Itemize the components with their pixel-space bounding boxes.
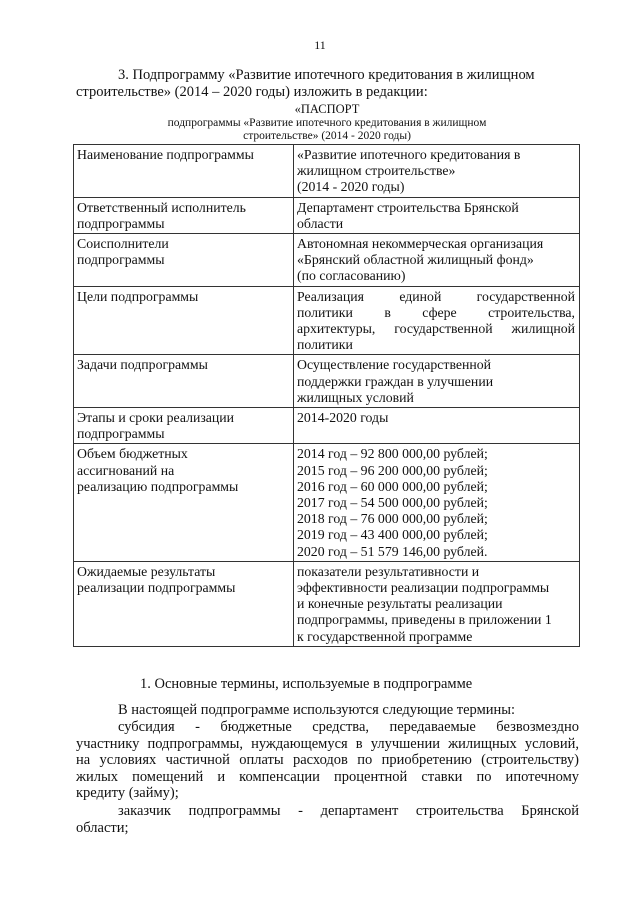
cell-line: ассигнований на bbox=[77, 462, 175, 478]
cell-line: жилищных условий bbox=[297, 389, 414, 405]
cell-line: политики в сфере строительства, bbox=[297, 304, 575, 320]
table-row bbox=[74, 355, 580, 408]
paragraph-line: субсидия - бюджетные средства, передаваемые безвозмездно bbox=[118, 719, 579, 735]
cell-line: подпрограммы bbox=[77, 252, 165, 268]
table-row bbox=[74, 197, 580, 233]
cell-line: «Брянский областной жилищный фонд» bbox=[297, 252, 534, 268]
cell-line: 2019 год – 43 400 000,00 рублей; bbox=[297, 527, 488, 543]
cell-line: Цели подпрограммы bbox=[77, 288, 199, 304]
row-value-cell bbox=[294, 355, 580, 408]
row-label-cell bbox=[74, 561, 294, 646]
paragraph-line: кредиту (займу); bbox=[76, 785, 179, 801]
cell-line: Реализация единой государственной bbox=[297, 288, 575, 304]
row-label-cell bbox=[74, 355, 294, 408]
cell-line: жилищном строительстве» bbox=[297, 163, 456, 179]
table-row bbox=[74, 145, 580, 198]
cell-line: Задачи подпрограммы bbox=[77, 357, 208, 373]
cell-line: реализацию подпрограммы bbox=[77, 478, 239, 494]
cell-line: эффективности реализации подпрограммы bbox=[297, 580, 550, 596]
intro-paragraph bbox=[76, 67, 578, 101]
row-value-cell bbox=[294, 444, 580, 561]
cell-line: 2014 год – 92 800 000,00 рублей; bbox=[297, 446, 488, 462]
cell-line: 2020 год – 51 579 146,00 рублей. bbox=[297, 543, 488, 559]
cell-line: и конечные результаты реализации bbox=[297, 596, 503, 612]
table-row bbox=[74, 408, 580, 444]
passport-subtitle-2: строительстве» (2014 - 2020 годы) bbox=[243, 130, 411, 142]
term-customer-paragraph bbox=[76, 803, 579, 836]
cell-line: подпрограммы, приведены в приложении 1 bbox=[297, 612, 552, 628]
table-row bbox=[74, 444, 580, 561]
row-value-cell bbox=[294, 145, 580, 198]
paragraph-line: участнику подпрограммы, нуждающемуся в улучшении жилищных условий, bbox=[76, 735, 579, 752]
paragraph-line: на условиях частичной оплаты расходов по приобретению (строительству) bbox=[76, 752, 579, 768]
passport-subtitle-1: подпрограммы «Развитие ипотечного кредитования в жилищном bbox=[167, 117, 487, 129]
row-label-cell bbox=[74, 444, 294, 561]
cell-line: Соисполнители bbox=[77, 236, 169, 252]
row-value-cell bbox=[294, 197, 580, 233]
paragraph-line: жилых помещений и компенсации процентной ставки по ипотечному bbox=[76, 768, 579, 785]
cell-line: 2016 год – 60 000 000,00 рублей; bbox=[297, 478, 488, 494]
cell-line: Ожидаемые результаты bbox=[77, 563, 216, 579]
cell-line: реализации подпрограммы bbox=[77, 580, 236, 596]
cell-line: 2014-2020 годы bbox=[297, 410, 389, 426]
terms-intro-paragraph: В настоящей подпрограмме используются следующие термины: bbox=[118, 702, 516, 718]
cell-line: «Развитие ипотечного кредитования в bbox=[297, 147, 521, 162]
cell-line: области bbox=[297, 215, 344, 231]
row-value-cell bbox=[294, 561, 580, 646]
row-value-cell bbox=[294, 408, 580, 444]
cell-line: 2017 год – 54 500 000,00 рублей; bbox=[297, 495, 488, 511]
passport-table bbox=[73, 144, 580, 647]
cell-line: поддержки граждан в улучшении bbox=[297, 373, 494, 389]
row-label-cell bbox=[74, 197, 294, 233]
cell-line: Объем бюджетных bbox=[77, 446, 188, 462]
cell-line: показатели результативности и bbox=[297, 563, 480, 579]
cell-line: (2014 - 2020 годы) bbox=[297, 179, 405, 195]
cell-line: Автономная некоммерческая организация bbox=[297, 236, 544, 252]
row-value-cell bbox=[294, 234, 580, 287]
row-label-cell bbox=[74, 408, 294, 444]
cell-line: политики bbox=[297, 337, 353, 353]
cell-line: архитектуры, государственной жилищной bbox=[297, 321, 575, 337]
paragraph-line: заказчик подпрограммы - департамент строительства Брянской bbox=[118, 803, 579, 819]
cell-line: подпрограммы bbox=[77, 426, 165, 442]
intro-line-2: строительстве» (2014 – 2020 годы) изложить в редакции: bbox=[76, 84, 428, 100]
row-value-cell bbox=[294, 286, 580, 355]
cell-line: 2018 год – 76 000 000,00 рублей; bbox=[297, 511, 488, 527]
cell-line: Ответственный исполнитель bbox=[77, 199, 246, 215]
cell-line: Этапы и сроки реализации bbox=[77, 410, 235, 426]
cell-line: Департамент строительства Брянской bbox=[297, 199, 519, 215]
table-row bbox=[74, 234, 580, 287]
term-subsidy-paragraph bbox=[76, 719, 579, 802]
row-label-cell bbox=[74, 234, 294, 287]
row-label-cell bbox=[74, 286, 294, 355]
cell-line: подпрограммы bbox=[77, 215, 165, 231]
passport-title: «ПАСПОРТ bbox=[294, 102, 360, 116]
cell-line: Наименование подпрограммы bbox=[77, 147, 254, 162]
paragraph-line: области; bbox=[76, 819, 129, 836]
cell-line: (по согласованию) bbox=[297, 268, 406, 284]
passport-heading bbox=[74, 102, 580, 143]
table-row bbox=[74, 286, 580, 355]
cell-line: Осуществление государственной bbox=[297, 357, 492, 373]
cell-line: 2015 год – 96 200 000,00 рублей; bbox=[297, 462, 488, 478]
section-heading: 1. Основные термины, используемые в подпрограмме bbox=[140, 676, 473, 692]
table-row bbox=[74, 561, 580, 646]
intro-line-1: 3. Подпрограмму «Развитие ипотечного кредитования в жилищном bbox=[118, 67, 535, 83]
row-label-cell bbox=[74, 145, 294, 198]
page-number: 11 bbox=[314, 38, 326, 52]
cell-line: к государственной программе bbox=[297, 628, 473, 644]
